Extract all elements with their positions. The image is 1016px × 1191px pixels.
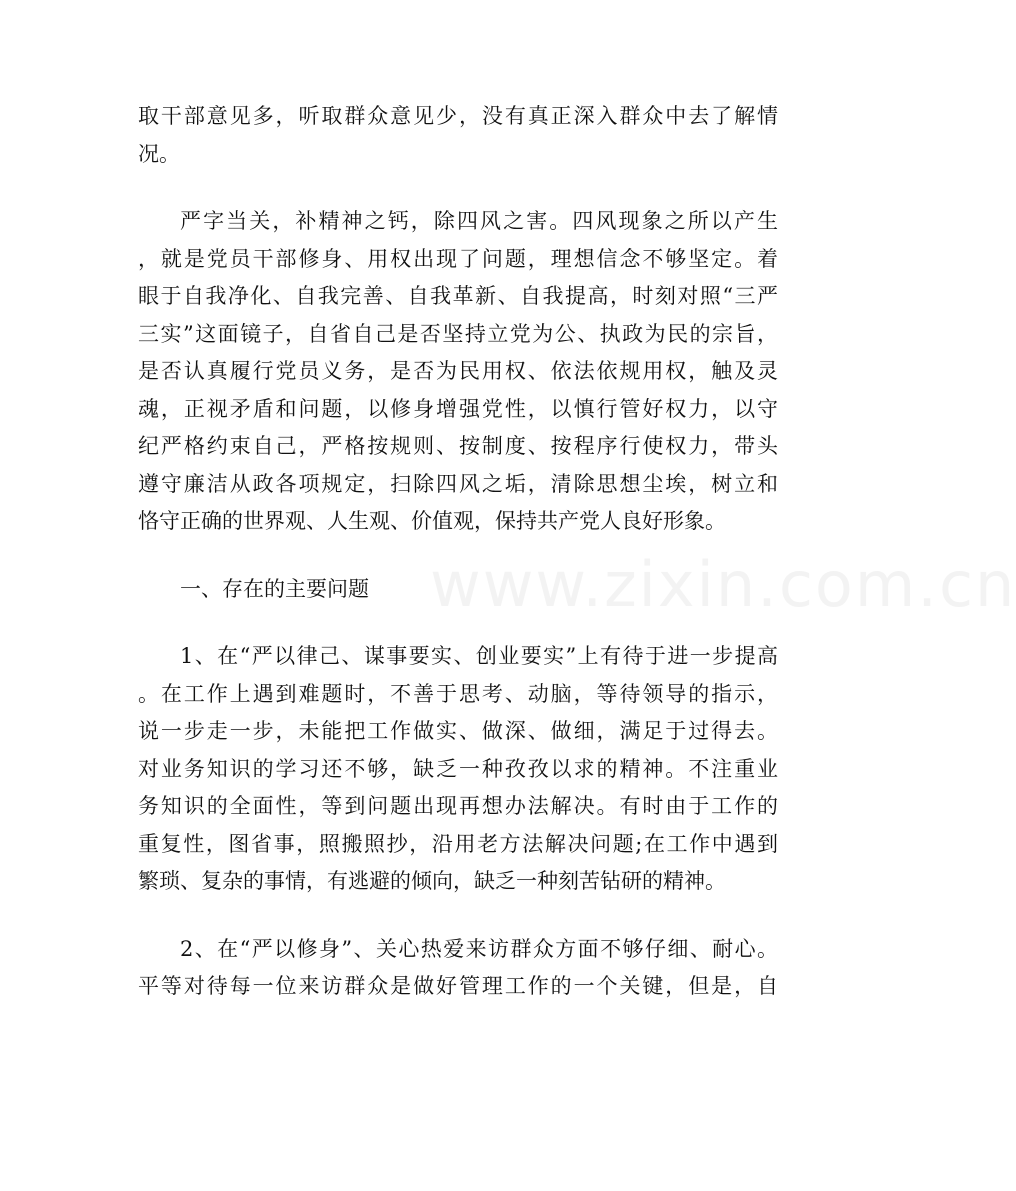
text-line: 是否认真履行党员义务，是否为民用权、依法依规用权，触及灵 (138, 359, 778, 383)
paragraph-3 (138, 638, 778, 901)
text-line: 繁琐、复杂的事情，有逃避的倾向，缺乏一种刻苦钻研的精神。 (138, 869, 726, 893)
text-line: 严字当关，补精神之钙，除四风之害。四风现象之所以产生 (180, 209, 778, 233)
section-heading (138, 571, 778, 609)
text-line: 眼于自我净化、自我完善、自我革新、自我提高，时刻对照“三严 (138, 284, 778, 308)
watermark: www.zixin.com.cn (430, 548, 1016, 621)
text-line: 务知识的全面性，等到问题出现再想办法解决。有时由于工作的 (138, 794, 778, 818)
text-line: 魂，正视矛盾和问题，以修身增强党性，以慎行管好权力，以守 (138, 396, 778, 421)
text-line: 。在工作上遇到难题时，不善于思考、动脑，等待领导的指示， (138, 681, 778, 706)
text-line: 重复性，图省事，照搬照抄，沿用老方法解决问题;在工作中遇到 (138, 831, 778, 856)
text-line: 况。 (138, 141, 180, 166)
text-line: 恪守正确的世界观、人生观、价值观，保持共产党人良好形象。 (138, 509, 726, 533)
section-heading-text: 一、存在的主要问题 (180, 576, 369, 601)
text-line: 平等对待每一位来访群众是做好管理工作的一个关键，但是，自 (138, 974, 778, 998)
text-line: 遵守廉洁从政各项规定，扫除四风之垢，清除思想尘埃，树立和 (138, 471, 778, 496)
text-line: 说一步走一步，未能把工作做实、做深、做细，满足于过得去。 (138, 719, 778, 743)
text-line: 1、在“严以律己、谋事要实、创业要实”上有待于进一步提高 (180, 644, 778, 668)
text-line: 对业务知识的学习还不够，缺乏一种孜孜以求的精神。不注重业 (138, 756, 778, 781)
paragraph-4 (138, 931, 778, 1006)
text-line: ，就是党员干部修身、用权出现了问题，理想信念不够坚定。着 (138, 246, 778, 271)
paragraph-1 (138, 98, 778, 173)
document-body (138, 98, 778, 1036)
text-line: 取干部意见多，听取群众意见少，没有真正深入群众中去了解情 (138, 104, 778, 128)
text-line: 纪严格约束自己，严格按规则、按制度、按程序行使权力，带头 (138, 434, 778, 458)
text-line: 三实”这面镜子，自省自己是否坚持立党为公、执政为民的宗旨， (138, 321, 778, 346)
text-line: 2、在“严以修身”、关心热爱来访群众方面不够仔细、耐心。 (180, 936, 778, 961)
paragraph-2 (138, 203, 778, 541)
